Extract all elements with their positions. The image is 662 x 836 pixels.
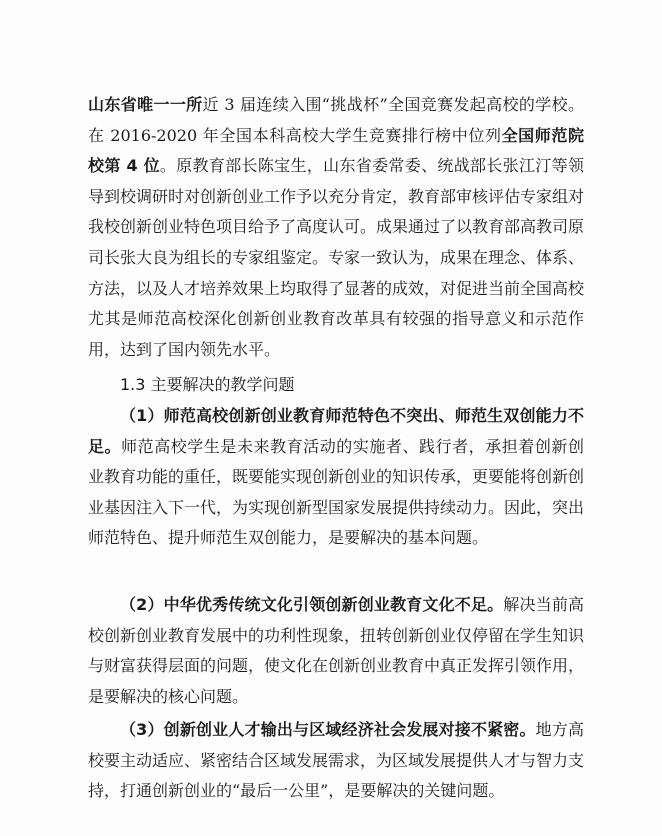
body-text: 。原教育部长陈宝生，山东省委常委、统战部长张江汀等领导到校调研时对创新创业工作予以充分肯定，教育部审核评估专家组对我校创新创业特色项目给予了高度认可。成果通过了以教育部高教司原司长张大良为组长的专家组鉴定。专家一致认为，成果在理念、体系、方法，以及人才培养效果上均取得了显著的成效，对促进当前全国高校尤其是师范高校深化创新创业教育改革具有较强的指导意义和示范作用，达到了国内领先水平。 — [88, 156, 585, 359]
problem-paragraph-3 — [88, 715, 584, 807]
achievement-paragraph — [88, 90, 584, 365]
section-title: 主要解决的教学问题 — [150, 375, 295, 394]
problem-title: （3）创新创业人才输出与区域经济社会发展对接不紧密。 — [120, 720, 536, 739]
problem-text: 解决当前高校创新创业教育发展中的功利性现象，扭转创新创业仅停留在学生知识与财富获得层面的问题，使文化在创新创业教育中真正发挥引领作用，是要解决的核心问题。 — [88, 595, 585, 706]
problem-paragraph-1 — [88, 401, 584, 554]
problem-paragraph-2 — [88, 590, 584, 712]
section-number: 1.3 — [120, 375, 146, 394]
bold-phrase: 山东省唯一一所 — [88, 95, 203, 114]
problem-text: 师范高校学生是未来教育活动的实施者、践行者，承担着创新创业教育功能的重任，既要能实现创新创业的知识传承，更要能将创新创业基因注入下一代，为实现创新型国家发展提供持续动力。因此，突出师范特色、提升师范生双创能力，是要解决的基本问题。 — [88, 436, 585, 548]
section-heading — [120, 370, 295, 401]
problem-title: （1）师范高校创新创业教育师范特色不突出、师范生双创能力不足。 — [88, 406, 584, 456]
problem-text: 地方高校要主动适应、紧密结合区域发展需求，为区域发展提供人才与智力支持，打通创新创业的“最后一公里”，是要解决的关键问题。 — [88, 720, 585, 801]
bold-phrase: 全国师范院校第 4 位 — [88, 125, 584, 176]
body-text: 近 3 届连续入围“挑战杯”全国竞赛发起高校的学校。在 2016-2020 年全国本科高校大学生竞赛排行榜中位列 — [88, 95, 584, 145]
problem-title: （2）中华优秀传统文化引领创新创业教育文化不足。 — [120, 595, 504, 614]
